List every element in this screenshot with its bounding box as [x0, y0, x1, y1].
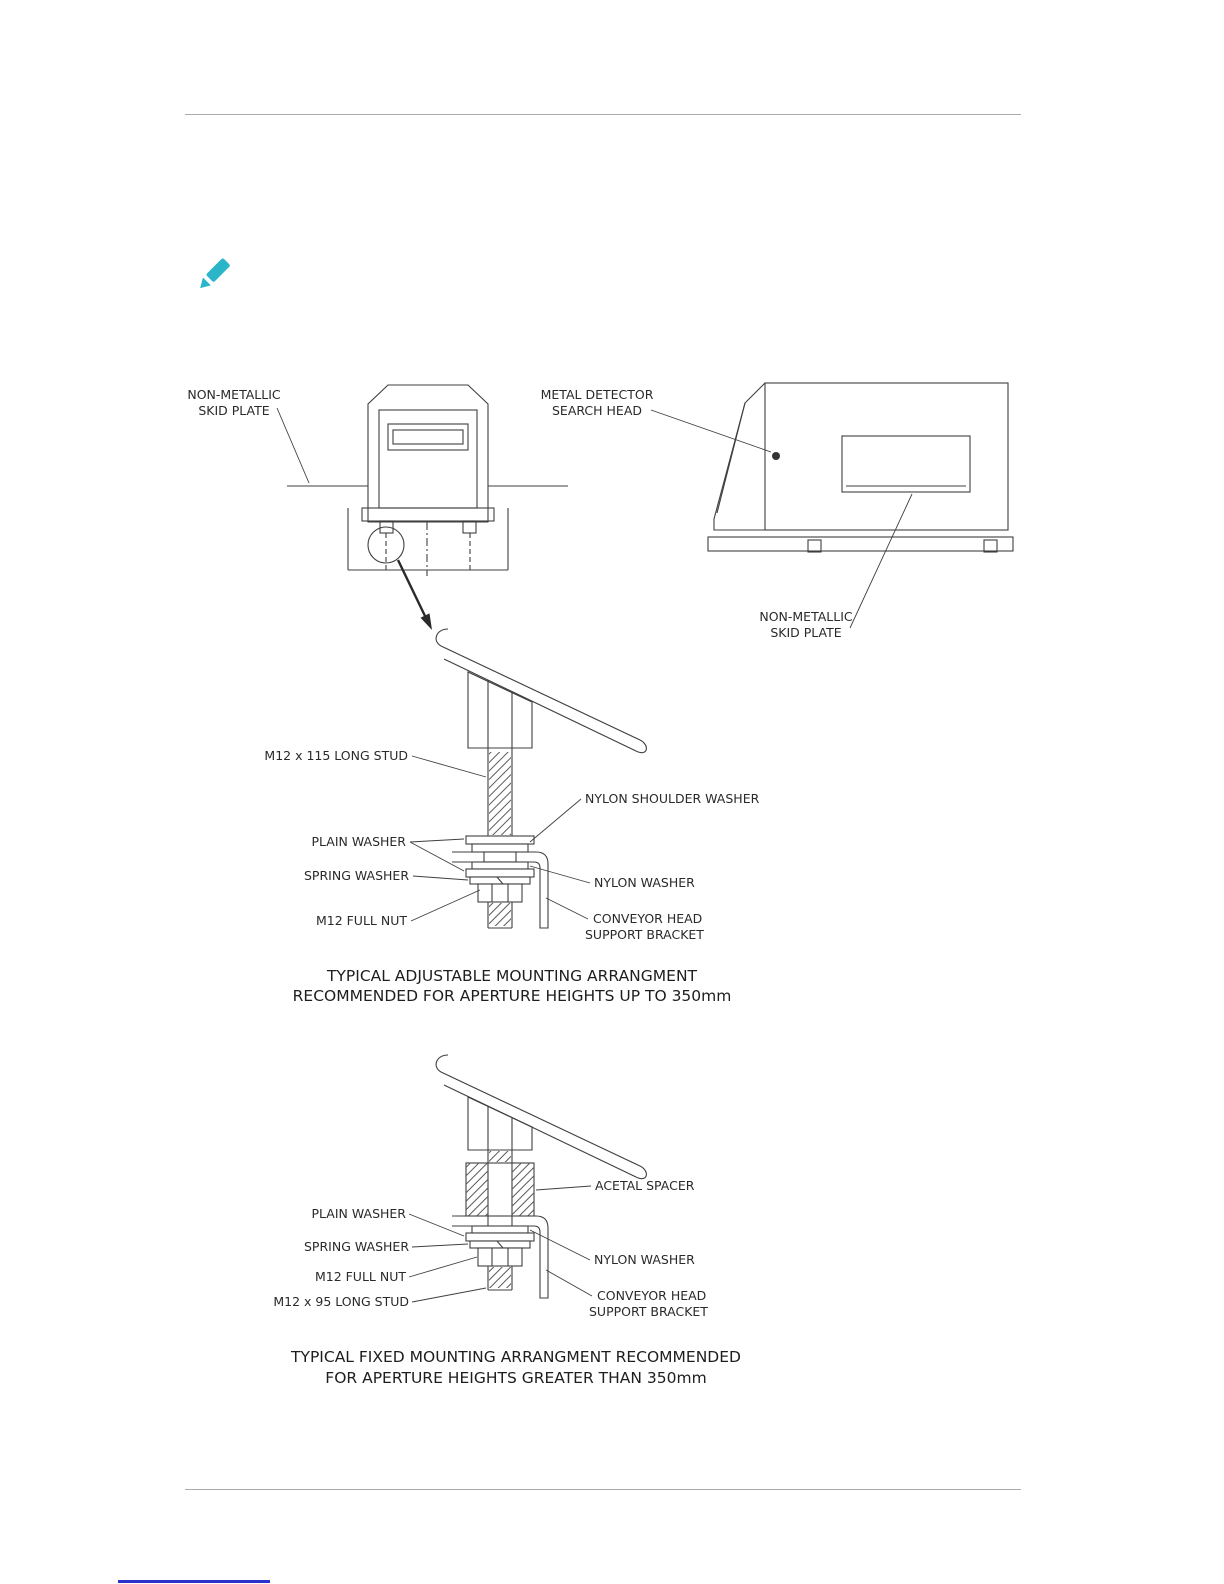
adj-bracket-label-line1: CONVEYOR HEAD [593, 911, 703, 926]
fix-spring-washer-label: SPRING WASHER [304, 1239, 409, 1254]
adj-nylon-shoulder-washer-label: NYLON SHOULDER WASHER [585, 791, 760, 806]
adj-nylon-washer-label: NYLON WASHER [594, 875, 695, 890]
nylon-shoulder-washer-flange [472, 844, 528, 852]
leader-dot [772, 452, 780, 460]
adjustable-mount-caption-line2: RECOMMENDED FOR APERTURE HEIGHTS UP TO 350mm [292, 987, 732, 1005]
fix-full-nut-label: M12 FULL NUT [314, 1269, 406, 1284]
stud-end-hatch [489, 1267, 511, 1288]
adj-stud-label: M12 x 115 LONG STUD [264, 748, 408, 763]
adj-spring-washer-label: SPRING WASHER [304, 868, 409, 883]
pencil-icon [196, 258, 230, 292]
fixed-mount-caption-line2: FOR APERTURE HEIGHTS GREATER THAN 350mm [325, 1369, 707, 1387]
plain-washer-bottom [466, 869, 534, 877]
plain-washer-section [466, 1233, 534, 1241]
plain-washer-top [466, 836, 534, 844]
stud-end-hatch [489, 903, 511, 926]
fixed-mount-caption-line1: TYPICAL FIXED MOUNTING ARRANGMENT RECOMMENDED [291, 1348, 741, 1366]
metal-detector-side-view [541, 383, 1013, 640]
full-nut-section [478, 884, 522, 902]
adjustable-mount-caption-line1: TYPICAL ADJUSTABLE MOUNTING ARRANGMENT [326, 967, 698, 985]
metal-detector-front-view [187, 385, 568, 630]
nylon-shoulder-washer-shoulder [484, 852, 516, 862]
adj-bracket-label-line2: SUPPORT BRACKET [585, 927, 704, 942]
fixed-mount-diagram [273, 1055, 741, 1387]
fix-acetal-spacer-label: ACETAL SPACER [595, 1178, 695, 1193]
adj-full-nut-label: M12 FULL NUT [315, 913, 407, 928]
fix-bracket-label-line2: SUPPORT BRACKET [589, 1304, 708, 1319]
nylon-washer-section [472, 1226, 528, 1233]
fix-nylon-washer-label: NYLON WASHER [594, 1252, 695, 1267]
side-skid-plate-label-line2: SKID PLATE [770, 625, 842, 640]
fix-plain-washer-label: PLAIN WASHER [311, 1206, 406, 1221]
side-skid-plate-label-line1: NON-METALLIC [759, 609, 853, 624]
adj-plain-washer-label: PLAIN WASHER [311, 834, 406, 849]
front-skid-plate-label-line2: SKID PLATE [198, 403, 270, 418]
detail-arrow [398, 560, 425, 616]
full-nut-section [478, 1248, 522, 1266]
front-skid-plate-label-line1: NON-METALLIC [187, 387, 281, 402]
fix-stud-label: M12 x 95 LONG STUD [273, 1294, 409, 1309]
search-head-label-line2: SEARCH HEAD [551, 403, 643, 418]
nylon-washer-section [472, 862, 528, 869]
stud-thread-hatch [489, 752, 511, 835]
detail-arrowhead [421, 613, 433, 630]
search-head-label-line1: METAL DETECTOR [540, 387, 654, 402]
adjustable-mount-diagram [264, 629, 759, 1005]
fix-bracket-label-line1: CONVEYOR HEAD [597, 1288, 707, 1303]
